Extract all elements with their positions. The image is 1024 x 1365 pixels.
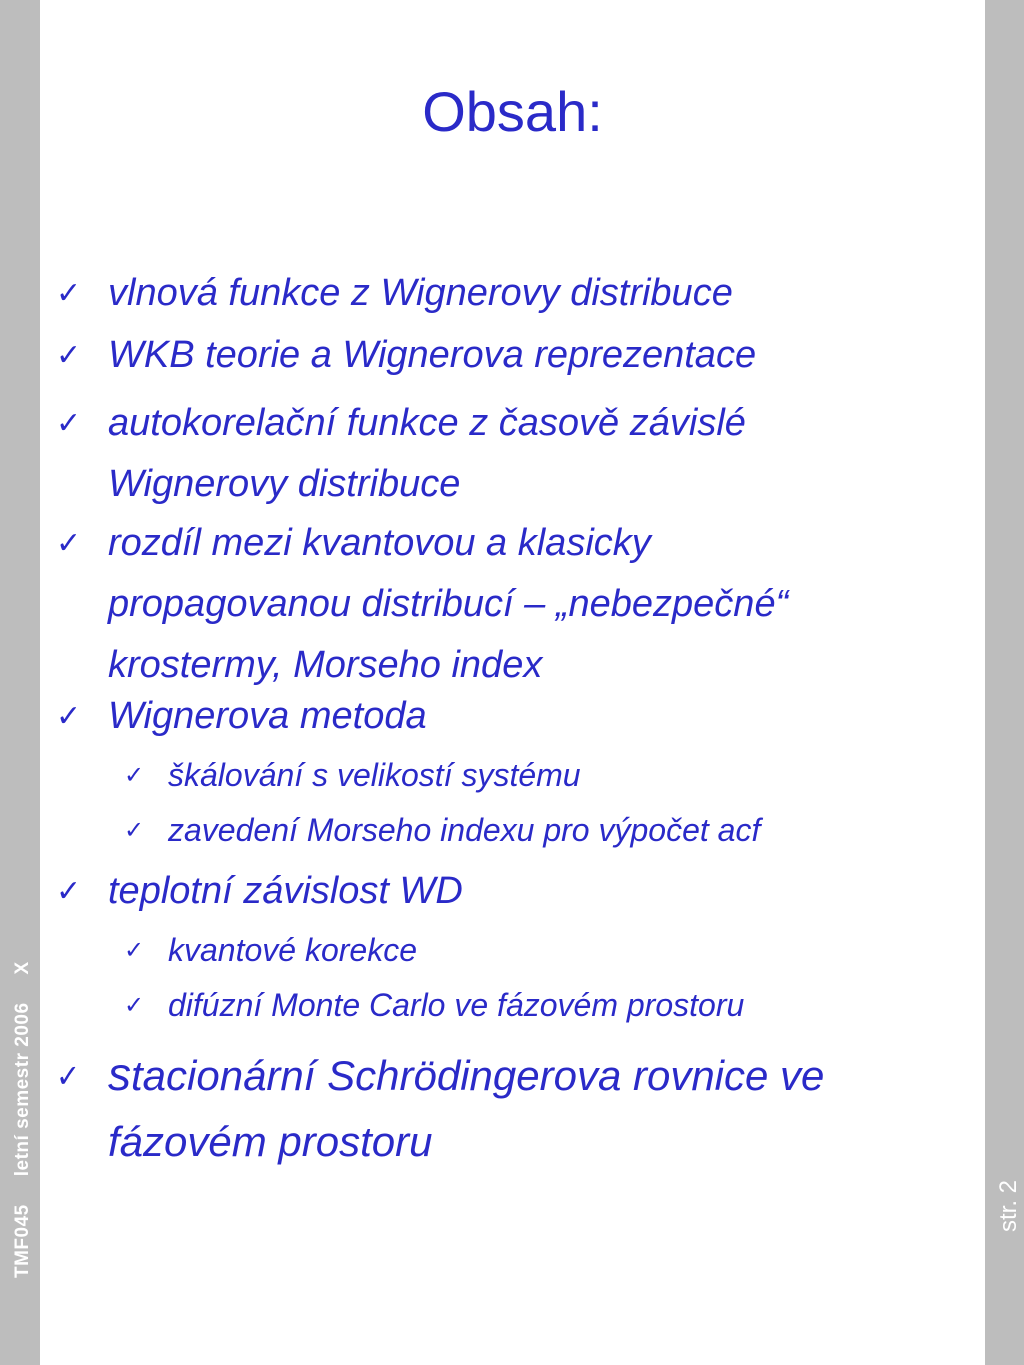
sub-bullet-text: zavedení Morseho indexu pro výpočet acf [168,812,761,848]
checkmark-icon: ✓ [56,338,82,373]
bullet-text-line-2: Wignerovy distribuce [108,463,461,505]
slide-title: Obsah: [422,80,603,143]
bullet-text-line-1 [108,1041,968,1109]
bullet-text-line-2: fázovém prostoru [108,1118,433,1165]
course-footer [12,961,34,1278]
sub-bullet-text: kvantové korekce [168,932,418,968]
checkmark-icon: ✓ [124,761,145,789]
bullet-text-rest: tacionární Schrödingerova rovnice ve [131,1052,825,1099]
bullet-text-line-2: propagovanou distribucí – „nebezpečné“ [108,583,789,625]
bullet-item-4 [56,513,968,696]
sub-bullet-item-6-1 [124,923,968,977]
checkmark-icon: ✓ [124,991,145,1019]
semester-label: letní semestr 2006 [12,1002,33,1177]
sub-bullet-item-6-2 [124,978,968,1032]
bullet-item-7 [56,1041,968,1175]
bullet-text: WKB teorie a Wignerova reprezentace [108,334,757,376]
checkmark-icon: ✓ [56,699,82,734]
bullet-item-2 [56,325,968,386]
checkmark-icon: ✓ [56,1057,81,1095]
bullet-text-line-3: krostermy, Morseho index [108,644,543,686]
checkmark-icon: ✓ [56,526,82,561]
bullet-item-3 [56,393,968,515]
bullet-text-line-1: rozdíl mezi kvantovou a klasicky [108,522,651,564]
page-number: str. 2 [995,1179,1022,1232]
left-sidebar [0,0,40,1365]
right-sidebar [985,0,1024,1365]
bullet-item-1 [56,263,968,324]
bullet-text: vlnová funkce z Wignerovy distribuce [108,272,733,314]
bullet-text: teplotní závislost WD [108,870,463,912]
checkmark-icon: ✓ [56,406,82,441]
checkmark-icon: ✓ [56,874,82,909]
bullet-text-line-1: autokorelační funkce z časově závislé [108,402,746,444]
checkmark-icon: ✓ [56,276,82,311]
checkmark-icon: ✓ [124,816,145,844]
bullet-first-letter: s [108,1048,131,1100]
sub-bullet-text: škálování s velikostí systému [168,757,581,793]
course-code: TMF045 [12,1204,33,1278]
sub-bullet-text: difúzní Monte Carlo ve fázovém prostoru [168,987,745,1023]
bullet-item-6 [56,861,968,922]
sub-bullet-item-5-2 [124,803,968,857]
sub-bullet-item-5-1 [124,748,968,802]
bullet-item-5 [56,686,968,747]
bullet-text: Wignerova metoda [108,695,427,737]
lecture-number: X [12,961,33,975]
checkmark-icon: ✓ [124,936,145,964]
